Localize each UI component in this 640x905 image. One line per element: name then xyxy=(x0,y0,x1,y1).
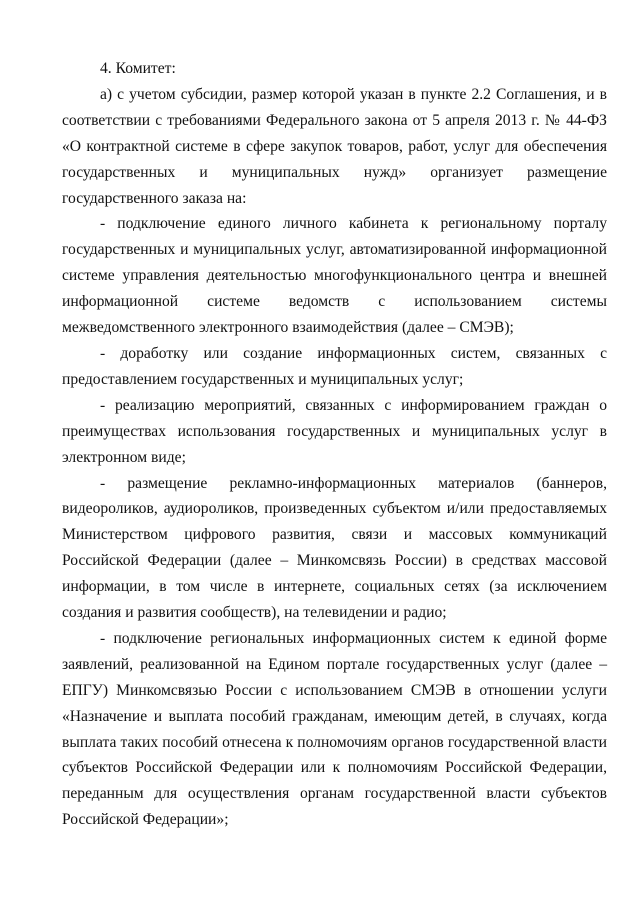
paragraph-regional-systems: - подключение региональных информационных систем к единой форме заявлений, реализованной на Едином портале государственных услуг (далее – ЕПГУ) Минкомсвязью России с использованием СМЭВ в отношении услуги «Назначение и выплата пособий гражданам, имеющим детей, в случаях, когда выплата таких пособий отнесена к полномочиям органов государственной власти субъектов Российской Федерации или к полномочиям Российской Федерации, переданным для осуществления органам государственной власти субъектов Российской Федерации»; xyxy=(62,629,607,829)
paragraph-information-systems: - доработку или создание информационных систем, связанных с предоставлением государственных и муниципальных услуг; xyxy=(62,344,607,388)
paragraph-subsidy-procurement: а) с учетом субсидии, размер которой указан в пункте 2.2 Соглашения, и в соответствии с требованиями Федерального закона от 5 апреля 2013 г. № 44-ФЗ «О контрактной системе в сфере закупок товаров, работ, услуг для обеспечения государственных и муниципальных нужд» организует размещение государственного заказа на: xyxy=(62,85,607,207)
paragraph-advertising-materials: - размещение рекламно-информационных материалов (баннеров, видеороликов, аудиороликов, произведенных субъектом и/или предоставляемых Министерством цифрового развития, связи и массовых коммуникаций Российской Федерации (далее – Минкомсвязь России) в средствах массовой информации, в том числе в интернете, социальных сетях (за исключением создания и развития сообществ), на телевидении и радио; xyxy=(62,474,607,622)
paragraph-personal-cabinet: - подключение единого личного кабинета к региональному порталу государственных и муниципальных услуг, автоматизированной информационной системе управления деятельностью многофункционального центра и внешней информационной системе ведомств с использованием системы межведомственного электронного взаимодействия (далее – СМЭВ); xyxy=(62,215,607,337)
paragraph-citizen-information: - реализацию мероприятий, связанных с информированием граждан о преимуществах использования государственных и муниципальных услуг в электронном виде; xyxy=(62,396,607,466)
document-body xyxy=(62,56,607,833)
paragraph-committee-heading: 4. Комитет: xyxy=(100,60,176,77)
